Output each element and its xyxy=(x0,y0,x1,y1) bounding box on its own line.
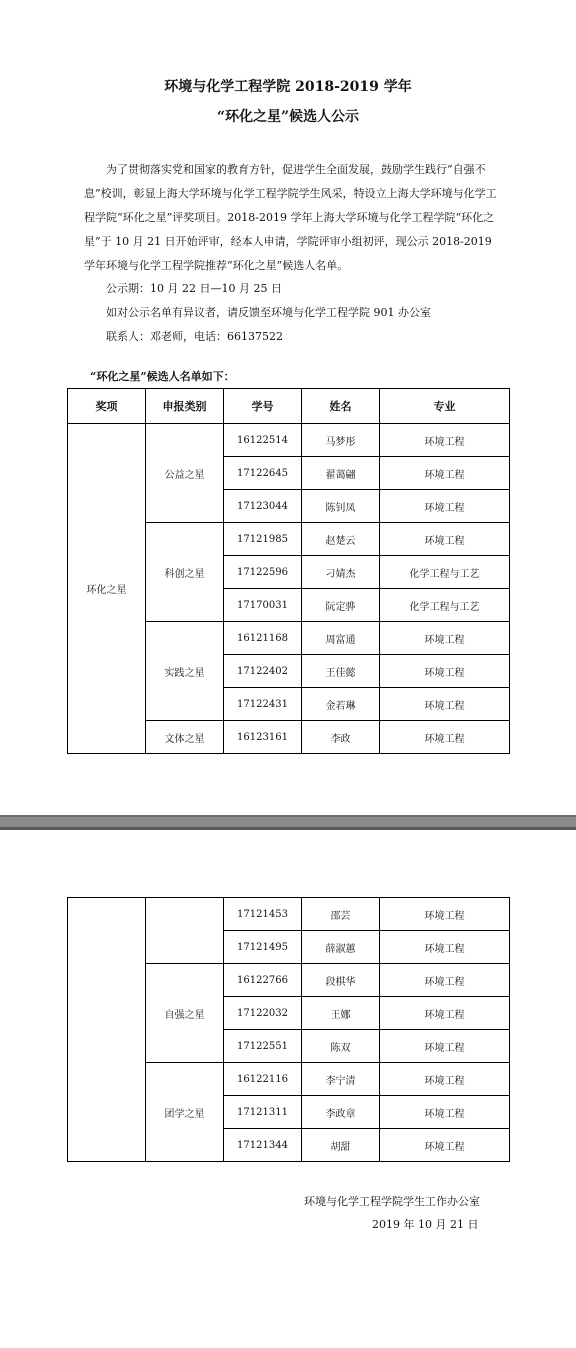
student-id: 16122766 xyxy=(224,964,302,997)
table-row xyxy=(68,898,510,931)
category-cell: 文体之星 xyxy=(146,721,224,754)
category-cell: 科创之星 xyxy=(146,523,224,622)
signature-office: 环境与化学工程学院学生工作办公室 xyxy=(304,1195,480,1208)
objection-note: 如对公示名单有异议者，请反馈至环境与化学工程学院 901 办公室 xyxy=(106,306,431,319)
category-cell: 团学之星 xyxy=(146,1063,224,1162)
student-id: 17123044 xyxy=(224,490,302,523)
award-cell-continued xyxy=(68,898,146,1162)
student-major: 环境工程 xyxy=(380,997,510,1030)
document-subtitle: “环化之星”候选人公示 xyxy=(216,109,360,125)
student-id: 17122596 xyxy=(224,556,302,589)
student-id: 16122116 xyxy=(224,1063,302,1096)
intro-text: 为了贯彻落实党和国家的教育方针，促进学生全面发展，鼓励学生践行“自强不息”校训，彰显上海大学环境与化学工程学院学生风采，特设立上海大学环境与化学工程学院“环化之星”评奖项目。2018-2019 学年上海大学环境与化学工程学院“环化之星”于 10 月 21 日开始评审，经本人申请，学院评审小组初评，现公示 2018-2019 学年环境与化学工程学院推荐“环化之星”候选人名单。 xyxy=(84,163,497,272)
student-id: 17170031 xyxy=(224,589,302,622)
student-major: 环境工程 xyxy=(380,490,510,523)
student-name: 胡甜 xyxy=(302,1129,380,1162)
student-name: 阮定骅 xyxy=(302,589,380,622)
student-name: 段棋华 xyxy=(302,964,380,997)
award-cell: 环化之星 xyxy=(68,424,146,754)
header-name: 姓名 xyxy=(302,389,380,424)
student-major: 环境工程 xyxy=(380,931,510,964)
student-major: 环境工程 xyxy=(380,1030,510,1063)
student-name: 赵楚云 xyxy=(302,523,380,556)
table-row xyxy=(68,424,510,457)
student-major: 环境工程 xyxy=(380,424,510,457)
student-id: 17121344 xyxy=(224,1129,302,1162)
publicity-period: 公示期：10 月 22 日—10 月 25 日 xyxy=(106,282,282,295)
signature-date: 2019 年 10 月 21 日 xyxy=(372,1218,479,1231)
student-major: 环境工程 xyxy=(380,655,510,688)
student-id: 16123161 xyxy=(224,721,302,754)
student-name: 周富通 xyxy=(302,622,380,655)
document-title: 环境与化学工程学院 2018-2019 学年 xyxy=(164,79,412,95)
student-major: 环境工程 xyxy=(380,688,510,721)
student-id: 17122032 xyxy=(224,997,302,1030)
student-id: 17122645 xyxy=(224,457,302,490)
student-name: 李政章 xyxy=(302,1096,380,1129)
student-name: 金若琳 xyxy=(302,688,380,721)
document-page-2 xyxy=(0,830,576,1348)
category-cell: 自强之星 xyxy=(146,964,224,1063)
student-major: 环境工程 xyxy=(380,1063,510,1096)
student-name: 邵芸 xyxy=(302,898,380,931)
student-major: 环境工程 xyxy=(380,721,510,754)
student-id: 17121311 xyxy=(224,1096,302,1129)
student-major: 环境工程 xyxy=(380,898,510,931)
student-id: 16121168 xyxy=(224,622,302,655)
category-cell-continued xyxy=(146,898,224,964)
student-id: 17122551 xyxy=(224,1030,302,1063)
student-name: 刁婧杰 xyxy=(302,556,380,589)
student-name: 马梦彤 xyxy=(302,424,380,457)
header-student-id: 学号 xyxy=(224,389,302,424)
student-name: 李政 xyxy=(302,721,380,754)
student-name: 翟蔼翩 xyxy=(302,457,380,490)
student-id: 17121453 xyxy=(224,898,302,931)
table-header-row xyxy=(68,389,510,424)
student-name: 陈钊凤 xyxy=(302,490,380,523)
student-major: 环境工程 xyxy=(380,523,510,556)
student-name: 薛淑蕙 xyxy=(302,931,380,964)
student-id: 17121495 xyxy=(224,931,302,964)
category-cell: 实践之星 xyxy=(146,622,224,721)
student-name: 李宁清 xyxy=(302,1063,380,1096)
student-id: 17121985 xyxy=(224,523,302,556)
student-id: 17122431 xyxy=(224,688,302,721)
intro-paragraph xyxy=(84,158,504,278)
student-major: 化学工程与工艺 xyxy=(380,589,510,622)
student-major: 环境工程 xyxy=(380,964,510,997)
page-separator xyxy=(0,815,576,830)
student-major: 环境工程 xyxy=(380,1129,510,1162)
student-id: 17122402 xyxy=(224,655,302,688)
category-cell: 公益之星 xyxy=(146,424,224,523)
header-major: 专业 xyxy=(380,389,510,424)
student-name: 王佳懿 xyxy=(302,655,380,688)
list-title: “环化之星”候选人名单如下： xyxy=(90,370,235,383)
candidate-table-1 xyxy=(67,388,510,754)
header-category: 申报类别 xyxy=(146,389,224,424)
student-major: 环境工程 xyxy=(380,622,510,655)
student-name: 陈双 xyxy=(302,1030,380,1063)
student-major: 环境工程 xyxy=(380,457,510,490)
candidate-table-2 xyxy=(67,897,510,1162)
student-name: 王娜 xyxy=(302,997,380,1030)
student-major: 化学工程与工艺 xyxy=(380,556,510,589)
student-major: 环境工程 xyxy=(380,1096,510,1129)
contact-info: 联系人：邓老师，电话：66137522 xyxy=(106,330,283,343)
header-award: 奖项 xyxy=(68,389,146,424)
student-id: 16122514 xyxy=(224,424,302,457)
